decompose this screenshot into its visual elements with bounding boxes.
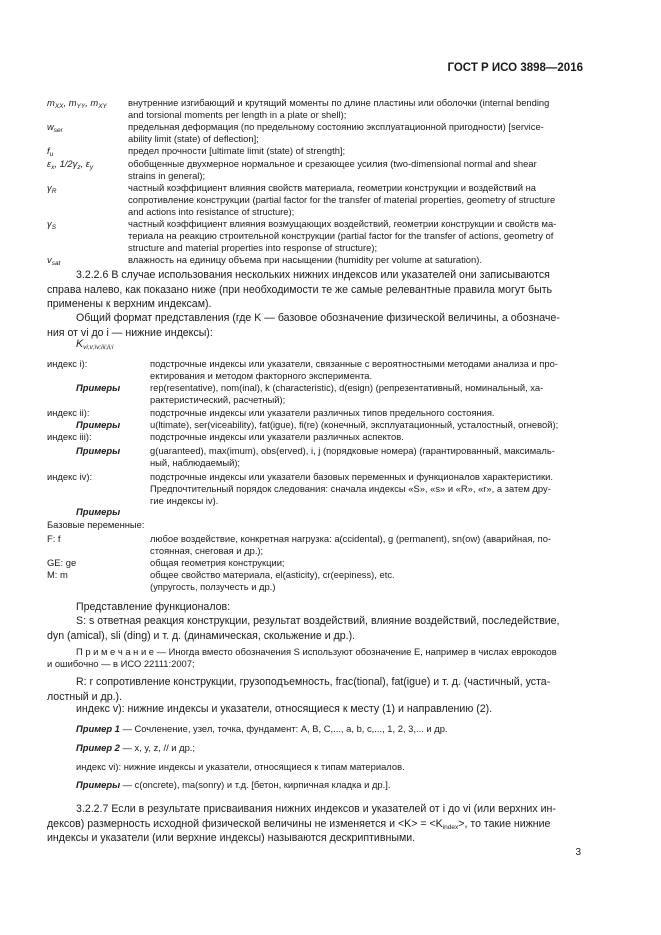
symbol-definition: and actions into resistance of structure); — [128, 206, 295, 217]
examples-label: Примеры — [76, 382, 121, 393]
paragraph-3-2-2-6: 3.2.2.6 В случае использования нескольких нижних индексов или указателей они записываются — [76, 269, 550, 281]
symbol-base: γ — [47, 182, 52, 193]
symbol-definition: ability limit (state) of deflection]; — [128, 133, 259, 144]
document-header: ГОСТ Р ИСО 3898—2016 — [447, 62, 583, 74]
base-variable-description: общая геометрия конструкции; — [150, 557, 285, 568]
symbol-term — [47, 158, 93, 170]
index-description: гие индексы iv). — [150, 495, 219, 506]
paragraph-general-format: ния от vi до i — нижние индексы): — [47, 326, 213, 339]
subscript: YY — [76, 103, 86, 110]
examples-label: Примеры — [76, 419, 121, 430]
example-1-label: Пример 1 — [76, 723, 120, 734]
paragraph-3-2-2-7: индексы и указатели (или верхние индексы) называются дескриптивными. — [47, 832, 416, 844]
example-2-label: Пример 2 — [76, 742, 120, 753]
example-3-label: Примеры — [76, 779, 121, 790]
symbol-definition: териала на реакцию строительной конструкции (partial factor for the transfer of actions, geometry of — [128, 230, 554, 241]
page-number: 3 — [575, 847, 581, 858]
symbol-term — [47, 121, 63, 133]
index-label: индекс iii): — [47, 431, 92, 442]
note-label: П р и м е ч а н и е — [76, 646, 155, 657]
symbol-definition: частный коэффициент влияния возмущающих воздействий, геометрии конструкции и свойств ма- — [128, 218, 557, 229]
example-2-text: — x, y, z, // и др.; — [119, 742, 196, 753]
subscript: sat — [51, 260, 61, 267]
formula-symbol: K — [76, 338, 84, 350]
base-variable-label: F: f — [47, 533, 61, 544]
symbol-base: v — [47, 254, 52, 265]
index-vi: индекс vi): нижние индексы и указатели, относящиеся к типам материалов. — [76, 761, 405, 772]
base-variable-description: стоянная, снеговая и др.); — [150, 545, 264, 556]
subscript: S — [51, 224, 57, 231]
subscript: ser — [53, 127, 63, 134]
subscript: vi;v;iv;iii;ii;i — [83, 344, 114, 351]
symbol-rest: , m — [63, 97, 77, 108]
symbol-base: γ — [47, 218, 52, 229]
symbol-rest: , 1/2γ — [54, 158, 78, 169]
note-text: — Иногда вместо обозначения S используют обозначение E, например в числах еврокодов — [154, 646, 557, 657]
symbol-definition: влажность на единицу объема при насыщении (humidity per volume at saturation). — [128, 254, 482, 265]
index-description: подстрочные индексы или указатели базовых переменных и функционалов характеристики. — [150, 471, 553, 482]
base-variable-description: любое воздействие, конкретная нагрузка: a(ccidental), g (permanent), sn(ow) (аварийная, по- — [150, 533, 552, 544]
index-label: индекс ii): — [47, 407, 90, 418]
note-line — [76, 646, 557, 658]
functionals-heading: Представление функционалов: — [76, 601, 231, 613]
base-variable-label: GE: ge — [47, 557, 77, 568]
symbol-definition: внутренние изгибающий и крутящий моменты по длине пластины или оболочки (internal bending — [128, 97, 550, 108]
functional-s: S: s ответная реакция конструкции, результат воздействий, влияние воздействий, последействие, — [76, 615, 560, 627]
symbol-base: m — [47, 97, 55, 108]
index-description: рактеристический, расчетный); — [150, 394, 286, 405]
example-2 — [76, 742, 195, 754]
symbol-base: f — [47, 145, 50, 156]
note-line: и ошибочно — в ИСО 22111:2007; — [47, 658, 195, 669]
paragraph-text: дексов) размерность исходной физической величины не изменяется и <K> = <K — [47, 818, 443, 830]
functional-r: R: r сопротивление конструкции, грузоподъемность, frac(tional), fat(igue) и т. д. (частичный, уста- — [76, 676, 551, 688]
paragraph-3-2-2-6: применены к верхним индексам). — [47, 298, 212, 311]
base-variable-description: (упругость, ползучесть и др.) — [150, 581, 276, 592]
symbol-term — [47, 218, 56, 230]
symbol-definition: and torsional moments per length in a plate or shell); — [128, 109, 347, 120]
symbol-rest: , m — [85, 97, 99, 108]
paragraph-3-2-2-6: справа налево, как показано ниже (при необходимости те же самые релевантные правила могут быть — [47, 283, 553, 296]
base-variable-description: общее свойство материала, el(asticity), cr(eepiness), etc. — [150, 569, 395, 580]
example-3-text: — c(oncrete), ma(sonry) и т.д. [бетон, кирпичная кладка и др.]. — [120, 779, 391, 790]
subscript: u — [49, 151, 54, 158]
example-3 — [76, 779, 390, 791]
examples-heading: Примеры — [76, 506, 121, 517]
index-description: подстрочные индексы или указатели, связанные с вероятностными методами анализа и про- — [150, 358, 558, 369]
base-variable-label: M: m — [47, 569, 68, 580]
index-description: подстрочные индексы или указатели различных аспектов. — [150, 431, 404, 442]
paragraph-text: >, то такие нижние — [458, 818, 551, 830]
index-v: индекс v): нижние индексы и указатели, относящиеся к месту (1) и направлению (2). — [76, 703, 493, 715]
functional-s: dyn (amical), sli (ding) и т. д. (динамическая, скольжение и др.). — [47, 629, 356, 642]
symbol-term — [47, 182, 56, 194]
functional-r: лостный и др.). — [47, 690, 123, 703]
symbol-definition: частный коэффициент влияния свойств материала, геометрии конструкции и воздействий на — [128, 182, 537, 193]
subscript: XX — [54, 103, 64, 110]
index-description: g(uaranteed), max(imum), obs(erved), i, j (порядковые номера) (гарантированный, максималь- — [150, 445, 555, 456]
subscript: index — [442, 824, 459, 831]
symbol-base: w — [47, 121, 54, 132]
symbol-base: ε — [47, 158, 52, 169]
base-variables-heading: Базовые переменные: — [47, 519, 145, 530]
index-description: Предпочтительный порядок следования: сначала индексы «S», «s» и «R», «r», а затем дру- — [150, 483, 551, 494]
index-description: подстрочные индексы или указатели различных типов предельного состояния. — [150, 407, 495, 418]
symbol-rest: , ε — [80, 158, 90, 169]
subscript: y — [89, 164, 94, 171]
example-1-text: — Сочленение, узел, точка, фундамент: A, B, C,..., a, b, c,..., 1, 2, 3,... и др. — [119, 723, 448, 734]
symbol-definition: предел прочности [ultimate limit (state) of strength]; — [128, 145, 346, 156]
subscript: R — [51, 188, 57, 195]
paragraph-general-format: Общий формат представления (где K — базовое обозначение физической величины, а обозначе- — [76, 312, 560, 324]
paragraph-3-2-2-7: 3.2.2.7 Если в результате присваивания нижних индексов и указателей от i до vi (или верхних ин- — [76, 803, 556, 815]
index-label: индекс iv): — [47, 471, 93, 482]
symbol-definition: обобщенные двухмерное нормальное и срезающее усилия (two-dimensional normal and shear — [128, 158, 537, 169]
formula — [76, 337, 113, 352]
index-description: ектирования и методом факторного эксперимента. — [150, 370, 373, 381]
subscript: XY — [98, 103, 107, 110]
index-description: ный, наблюдаемый); — [150, 457, 241, 468]
subscript: x — [51, 164, 55, 171]
symbol-definition: предельная деформация (по предельному состоянию эксплуатационной пригодности) [service- — [128, 121, 544, 132]
paragraph-3-2-2-7 — [47, 817, 550, 832]
symbol-term — [47, 145, 53, 157]
example-1 — [76, 723, 448, 735]
symbol-term — [47, 97, 107, 109]
symbol-definition: strains in general); — [128, 170, 206, 181]
index-description: rep(resentative), nom(inal), k (characteristic), d(esign) (репрезентативный, номинальный, ха- — [150, 382, 544, 393]
subscript: z — [77, 164, 81, 171]
index-description: u(ltimate), ser(viceability), fat(igue), fi(re) (конечный, эксплуатационный, усталостный, огневой); — [150, 419, 559, 430]
symbol-term — [47, 254, 60, 266]
symbol-definition: сопротивление конструкции (partial factor for the transfer of material properties, geometry of structure — [128, 194, 556, 205]
symbol-definition: structure and material properties into response of structure); — [128, 242, 378, 253]
examples-label: Примеры — [76, 445, 121, 456]
index-label: индекс i): — [47, 358, 88, 369]
